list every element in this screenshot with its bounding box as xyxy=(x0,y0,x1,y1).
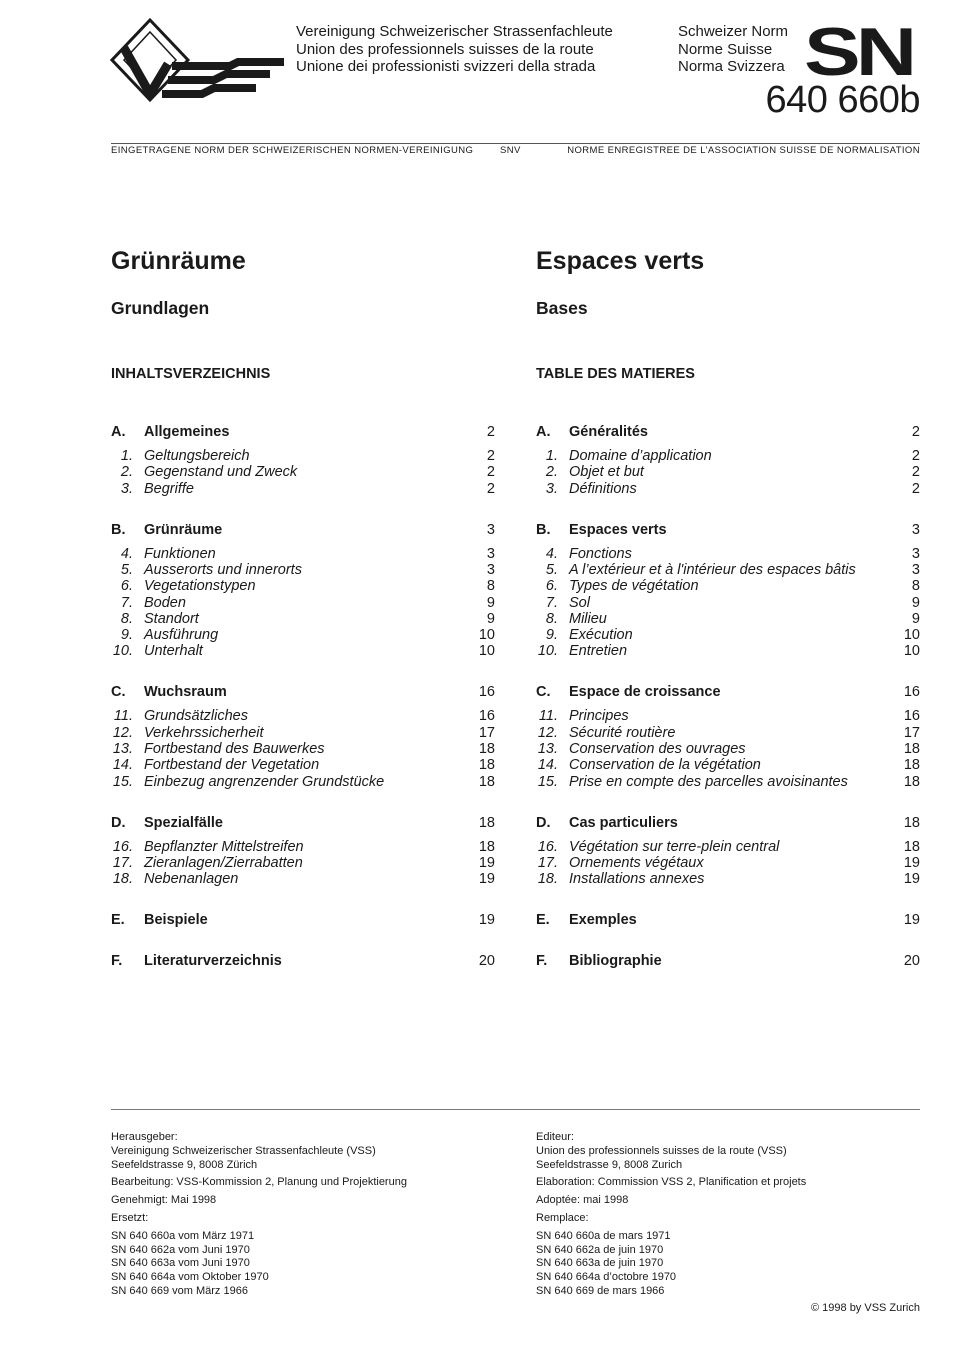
toc-item-number: 17. xyxy=(112,854,133,871)
toc-item xyxy=(111,481,495,499)
toc-item-title: Geltungsbereich xyxy=(144,448,250,464)
toc-item-title: Fonctions xyxy=(569,545,632,562)
toc-item xyxy=(536,546,920,564)
toc-item-page: 9 xyxy=(911,610,920,627)
replaced-norm: SN 640 664a d’octobre 1970 xyxy=(536,1271,677,1284)
toc-item-page: 17 xyxy=(903,724,920,741)
toc-item-title: Begriffe xyxy=(144,480,194,497)
toc-item-number: 3. xyxy=(545,480,558,497)
toc-item-number: 7. xyxy=(545,594,558,611)
toc-item-number: 10. xyxy=(112,643,133,660)
footer-divider xyxy=(111,1109,920,1110)
replaced-norm: SN 640 662a de juin 1970 xyxy=(536,1243,664,1256)
toc-section-title: Espaces verts xyxy=(569,521,667,538)
toc-item-number: 8. xyxy=(545,610,558,627)
toc-section-letter: F. xyxy=(111,953,123,970)
toc-section-title: Bibliographie xyxy=(569,953,662,970)
toc-item-title: Gegenstand und Zweck xyxy=(144,464,298,481)
toc-item-number: 2. xyxy=(120,464,133,481)
publisher-name-fr: Union des professionnels suisses de la route (VSS) xyxy=(536,1144,787,1157)
toc-item-title: Objet et but xyxy=(569,464,644,481)
toc-item xyxy=(536,464,920,482)
toc-item-title: Boden xyxy=(144,594,186,611)
norm-type-lines xyxy=(678,23,788,76)
toc-item-number: 16. xyxy=(112,838,133,855)
toc-item-page: 17 xyxy=(478,724,495,741)
toc-section xyxy=(111,815,495,833)
toc-item-page: 19 xyxy=(478,871,495,888)
toc-item-title: Funktionen xyxy=(144,545,216,562)
toc-item-page: 18 xyxy=(903,773,920,790)
toc-item xyxy=(111,464,495,482)
toc-item-title: Entretien xyxy=(569,643,628,660)
toc-item-number: 1. xyxy=(545,448,558,464)
toc-item-title: Conservation de la végétation xyxy=(569,757,761,774)
toc-item-page: 10 xyxy=(903,627,920,644)
toc-item xyxy=(111,611,495,629)
toc-item xyxy=(111,757,495,775)
toc-section-page: 3 xyxy=(486,521,495,538)
toc-item-page: 18 xyxy=(903,741,920,757)
toc-section-title: Généralités xyxy=(569,424,648,440)
toc-item-page: 19 xyxy=(903,854,920,871)
toc-item-number: 18. xyxy=(112,871,133,888)
toc-item xyxy=(111,627,495,645)
toc-section xyxy=(536,522,920,540)
footer-fr xyxy=(536,1131,806,1299)
toc-item-number: 5. xyxy=(545,561,558,578)
toc-item-number: 14. xyxy=(112,757,133,774)
toc-item-title: Types de végétation xyxy=(569,578,699,595)
toc-item-number: 14. xyxy=(537,757,558,774)
toc-heading-fr: TABLE DES MATIERES xyxy=(536,366,695,382)
approved-de: Genehmigt: Mai 1998 xyxy=(111,1194,217,1207)
toc-section-letter: F. xyxy=(536,953,548,970)
toc-item xyxy=(111,855,495,873)
toc-section-letter: B. xyxy=(111,521,126,538)
norm-type-it: Norma Svizzera xyxy=(678,58,785,75)
toc-item-page: 2 xyxy=(911,448,920,464)
registered-norm-de: EINGETRAGENE NORM DER SCHWEIZERISCHEN NORMEN-VEREINIGUNG xyxy=(111,145,474,156)
toc-item-page: 18 xyxy=(478,757,495,774)
toc-item xyxy=(111,448,495,466)
toc-section-title: Cas particuliers xyxy=(569,814,678,831)
toc-item-title: Zieranlagen/Zierrabatten xyxy=(144,854,303,871)
toc-item-title: Fortbestand des Bauwerkes xyxy=(144,741,325,757)
replaced-norm: SN 640 663a vom Juni 1970 xyxy=(111,1257,250,1270)
norm-type-de: Schweizer Norm xyxy=(678,23,789,40)
toc-item xyxy=(111,741,495,759)
toc-item xyxy=(536,481,920,499)
toc-section xyxy=(536,684,920,702)
toc-section-title: Grünräume xyxy=(144,521,223,538)
toc-item-page: 9 xyxy=(486,610,495,627)
toc-item-title: Ausserorts und innerorts xyxy=(144,561,302,578)
title-fr: Espaces verts xyxy=(536,247,705,275)
toc-item-title: Standort xyxy=(144,610,199,627)
toc-section-page: 18 xyxy=(478,814,495,831)
toc-item-title: Prise en compte des parcelles avoisinantes xyxy=(569,773,848,790)
toc-heading-de: INHALTSVERZEICHNIS xyxy=(111,366,271,382)
toc-section-title: Allgemeines xyxy=(144,424,230,440)
toc-item xyxy=(536,725,920,743)
toc-section xyxy=(536,815,920,833)
subtitle-de: Grundlagen xyxy=(111,298,210,318)
toc-section-title: Beispiele xyxy=(144,912,208,929)
toc-item-page: 10 xyxy=(478,627,495,644)
toc-section-title: Spezialfälle xyxy=(144,814,223,831)
toc-item-number: 17. xyxy=(537,854,558,871)
toc-item-page: 3 xyxy=(911,545,920,562)
toc-item-page: 16 xyxy=(903,708,920,725)
toc-section xyxy=(111,912,495,930)
toc-item-title: Einbezug angrenzender Grundstücke xyxy=(144,773,385,790)
approved-fr: Adoptée: mai 1998 xyxy=(536,1194,629,1207)
toc-section-letter: E. xyxy=(536,912,550,929)
toc-item xyxy=(536,643,920,661)
toc-section-title: Literaturverzeichnis xyxy=(144,953,282,970)
toc-section-title: Exemples xyxy=(569,912,637,929)
replaced-norm: SN 640 669 de mars 1966 xyxy=(536,1284,665,1297)
publisher-name-de: Vereinigung Schweizerischer Strassenfachleute (VSS) xyxy=(111,1144,376,1157)
toc-section-page: 19 xyxy=(478,912,495,929)
toc-section xyxy=(536,953,920,971)
toc-item-title: Sol xyxy=(569,594,590,611)
toc-item-page: 9 xyxy=(486,594,495,611)
toc-item-number: 4. xyxy=(120,545,133,562)
toc-item-number: 12. xyxy=(112,724,133,741)
toc-item-page: 2 xyxy=(911,480,920,497)
toc-section xyxy=(536,424,920,442)
organization-names xyxy=(296,23,613,76)
toc-item-number: 1. xyxy=(120,448,133,464)
toc-item-number: 8. xyxy=(120,610,133,627)
toc-item-title: Milieu xyxy=(569,610,607,627)
toc-item-number: 7. xyxy=(120,594,133,611)
toc-item-number: 15. xyxy=(537,773,558,790)
org-name-it: Unione dei professionisti svizzeri della strada xyxy=(296,58,596,75)
replaces-list-fr xyxy=(536,1230,806,1299)
toc-item-page: 2 xyxy=(486,448,495,464)
toc-item-page: 8 xyxy=(911,578,920,595)
toc-item-page: 3 xyxy=(911,561,920,578)
toc-section-letter: A. xyxy=(111,424,126,440)
toc-section-page: 20 xyxy=(478,953,495,970)
toc-item xyxy=(536,855,920,873)
toc-section-letter: E. xyxy=(111,912,125,929)
toc-section-page: 2 xyxy=(486,424,495,440)
toc-item-page: 18 xyxy=(478,741,495,757)
replaces-list-de xyxy=(111,1230,407,1299)
toc-section-title: Wuchsraum xyxy=(144,684,227,701)
toc-item xyxy=(111,871,495,889)
norm-number: 640 660b xyxy=(765,79,920,121)
toc-item xyxy=(536,578,920,596)
toc-item-title: Principes xyxy=(569,708,629,725)
toc-item-number: 6. xyxy=(545,578,558,595)
toc-item-title: Ausführung xyxy=(144,627,219,644)
toc-section-page: 2 xyxy=(911,424,920,440)
toc-item-number: 18. xyxy=(537,871,558,888)
replaces-label-fr: Remplace: xyxy=(536,1211,589,1224)
toc-item-number: 16. xyxy=(537,838,558,855)
toc-item-page: 2 xyxy=(911,464,920,481)
subtitle-fr: Bases xyxy=(536,298,588,318)
toc-item-number: 11. xyxy=(538,708,558,725)
title-de: Grünräume xyxy=(111,247,246,275)
toc-item xyxy=(536,774,920,792)
replaced-norm: SN 640 660a vom März 1971 xyxy=(111,1229,255,1242)
replaced-norm: SN 640 662a vom Juni 1970 xyxy=(111,1243,250,1256)
toc-section-page: 19 xyxy=(903,912,920,929)
toc-item-title: Définitions xyxy=(569,480,637,497)
vss-logo xyxy=(110,18,290,102)
footer-de xyxy=(111,1131,407,1299)
toc-item xyxy=(111,725,495,743)
toc-item xyxy=(111,546,495,564)
toc-section xyxy=(111,424,495,442)
toc-section-letter: D. xyxy=(536,814,551,831)
toc-item-page: 16 xyxy=(478,708,495,725)
toc-item-page: 19 xyxy=(903,871,920,888)
toc-item-page: 9 xyxy=(911,594,920,611)
toc-item xyxy=(111,562,495,580)
toc-item-page: 10 xyxy=(478,643,495,660)
toc-item-title: Vegetationstypen xyxy=(144,578,256,595)
toc-item-page: 18 xyxy=(903,757,920,774)
toc-section-letter: C. xyxy=(536,684,551,701)
sn-mark: SN xyxy=(804,14,913,90)
toc-item xyxy=(111,708,495,726)
toc-item-number: 11. xyxy=(113,708,133,725)
toc-item-title: Sécurité routière xyxy=(569,724,676,741)
copyright: © 1998 by VSS Zurich xyxy=(811,1302,920,1314)
toc-item-page: 3 xyxy=(486,561,495,578)
toc-section-page: 3 xyxy=(911,521,920,538)
toc-item xyxy=(111,578,495,596)
org-name-fr: Union des professionnels suisses de la route xyxy=(296,40,594,58)
toc-item-number: 12. xyxy=(537,724,558,741)
toc-item-number: 10. xyxy=(537,643,558,660)
replaced-norm: SN 640 664a vom Oktober 1970 xyxy=(111,1271,269,1284)
registered-norm-snv: SNV xyxy=(500,145,521,156)
toc-section-letter: A. xyxy=(536,424,551,440)
toc-item-title: Conservation des ouvrages xyxy=(569,741,746,757)
toc-item-title: Exécution xyxy=(569,627,633,644)
toc-item-title: Verkehrssicherheit xyxy=(144,724,264,741)
processing-de: Bearbeitung: VSS-Kommission 2, Planung und Projektierung xyxy=(111,1176,407,1189)
toc-item xyxy=(536,708,920,726)
toc-section-letter: B. xyxy=(536,521,551,538)
toc-section-page: 16 xyxy=(903,684,920,701)
toc-item-page: 18 xyxy=(478,838,495,855)
toc-item-title: Unterhalt xyxy=(144,643,203,660)
toc-section-letter: C. xyxy=(111,684,126,701)
toc-item xyxy=(111,774,495,792)
toc-item xyxy=(536,595,920,613)
toc-section-letter: D. xyxy=(111,814,126,831)
toc-item xyxy=(536,871,920,889)
toc-item-number: 9. xyxy=(545,627,558,644)
toc-item-title: Fortbestand der Vegetation xyxy=(144,757,320,774)
toc-item-page: 8 xyxy=(486,578,495,595)
publisher-label-de: Herausgeber: xyxy=(111,1131,178,1143)
toc-item xyxy=(536,741,920,759)
toc-section-page: 20 xyxy=(903,953,920,970)
toc-item-title: A l’extérieur et à l'intérieur des espaces bâtis xyxy=(569,561,856,578)
replaced-norm: SN 640 669 vom März 1966 xyxy=(111,1284,248,1297)
header-divider xyxy=(111,143,920,144)
toc-item-title: Domaine d’application xyxy=(569,448,712,464)
toc-item xyxy=(536,562,920,580)
publisher-address-de: Seefeldstrasse 9, 8008 Zürich xyxy=(111,1158,258,1171)
replaced-norm: SN 640 660a de mars 1971 xyxy=(536,1229,671,1242)
replaces-label-de: Ersetzt: xyxy=(111,1211,149,1224)
toc-item-title: Nebenanlagen xyxy=(144,871,239,888)
toc-item xyxy=(111,595,495,613)
toc-item-number: 4. xyxy=(545,545,558,562)
toc-item-title: Installations annexes xyxy=(569,871,705,888)
toc-item xyxy=(536,627,920,645)
toc-item-number: 15. xyxy=(112,773,133,790)
publisher-address-fr: Seefeldstrasse 9, 8008 Zurich xyxy=(536,1158,683,1171)
toc-item-page: 2 xyxy=(486,464,495,481)
toc-section xyxy=(111,953,495,971)
toc-item-page: 18 xyxy=(478,773,495,790)
replaced-norm: SN 640 663a de juin 1970 xyxy=(536,1257,664,1270)
toc-item-page: 2 xyxy=(486,480,495,497)
toc-item-number: 2. xyxy=(545,464,558,481)
toc-section-page: 16 xyxy=(478,684,495,701)
toc-section xyxy=(111,684,495,702)
norm-type-fr: Norme Suisse xyxy=(678,40,773,58)
toc-item-number: 3. xyxy=(120,480,133,497)
toc-item-number: 13. xyxy=(537,741,558,757)
toc-item-number: 5. xyxy=(120,561,133,578)
registered-norm-fr: NORME ENREGISTREE DE L’ASSOCIATION SUISSE DE NORMALISATION xyxy=(567,145,920,156)
toc-item xyxy=(536,839,920,857)
toc-item-page: 3 xyxy=(486,545,495,562)
toc-section xyxy=(111,522,495,540)
toc-item-title: Végétation sur terre-plein central xyxy=(569,838,780,855)
toc-item xyxy=(111,643,495,661)
toc-item-page: 18 xyxy=(903,838,920,855)
toc-item xyxy=(111,839,495,857)
org-name-de: Vereinigung Schweizerischer Strassenfachleute xyxy=(296,23,613,40)
toc-item xyxy=(536,757,920,775)
toc-item xyxy=(536,611,920,629)
toc-item-title: Ornements végétaux xyxy=(569,854,704,871)
processing-fr: Elaboration: Commission VSS 2, Planification et projets xyxy=(536,1176,807,1189)
toc-item-title: Grundsätzliches xyxy=(144,708,248,725)
toc-item-number: 6. xyxy=(120,578,133,595)
toc-section-title: Espace de croissance xyxy=(569,684,721,701)
toc-item xyxy=(536,448,920,466)
toc-item-page: 19 xyxy=(478,854,495,871)
toc-section xyxy=(536,912,920,930)
toc-item-number: 9. xyxy=(120,627,133,644)
toc-item-title: Bepflanzter Mittelstreifen xyxy=(144,838,304,855)
toc-item-number: 13. xyxy=(112,741,133,757)
toc-section-page: 18 xyxy=(903,814,920,831)
publisher-label-fr: Editeur: xyxy=(536,1131,574,1143)
toc-item-page: 10 xyxy=(903,643,920,660)
